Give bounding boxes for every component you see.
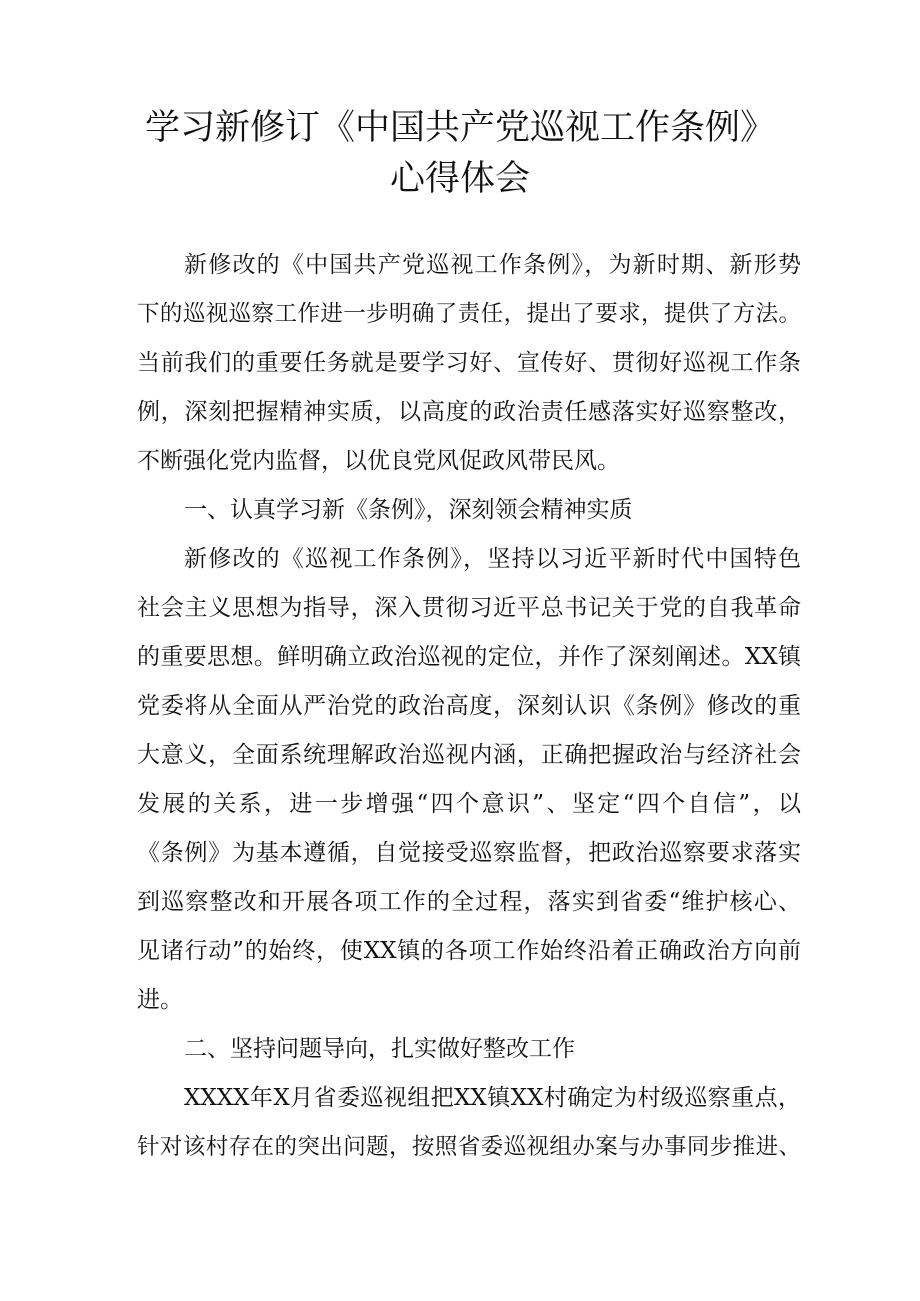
section-1-line: 大意义，全面系统理解政治巡视内涵，正确把握政治与经济社会 [137,742,801,768]
section-2-line: XXXX年X月省委巡视组把XX镇XX村确定为村级巡察重点， [184,1085,801,1111]
section-1-line: 新修改的《巡视工作条例》，坚持以习近平新时代中国特色 [184,546,801,572]
intro-line: 当前我们的重要任务就是要学习好、宣传好、贯彻好巡视工作条 [137,350,801,376]
document-title-line-2: 心得体会 [389,159,530,199]
document-title-line-1: 学习新修订《中国共产党巡视工作条例》 [144,108,775,148]
intro-line: 下的巡视巡察工作进一步明确了责任，提出了要求，提供了方法。 [137,301,801,327]
intro-line: 例，深刻把握精神实质，以高度的政治责任感落实好巡察整改， [137,399,801,425]
section-2-heading: 二、坚持问题导向，扎实做好整改工作 [184,1036,575,1062]
section-1-line: 《条例》为基本遵循，自觉接受巡察监督，把政治巡察要求落实 [137,840,801,866]
section-2-line: 针对该村存在的突出问题，按照省委巡视组办案与办事同步推进、 [137,1134,801,1160]
section-1-line: 党委将从全面从严治党的政治高度，深刻认识《条例》修改的重 [137,693,801,719]
section-1-line: 见诸行动”的始终，使XX镇的各项工作始终沿着正确政治方向前 [137,938,801,964]
section-1-line: 到巡察整改和开展各项工作的全过程，落实到省委“维护核心、 [137,889,801,915]
section-1-line: 社会主义思想为指导，深入贯彻习近平总书记关于党的自我革命 [137,595,801,621]
intro-line: 不断强化党内监督，以优良党风促政风带民风。 [137,448,620,474]
section-1-line: 的重要思想。鲜明确立政治巡视的定位，并作了深刻阐述。XX镇 [137,644,801,670]
section-1-line: 发展的关系，进一步增强“四个意识”、坚定“四个自信”，以 [137,791,801,817]
section-1-line: 进。 [137,987,183,1013]
section-1-heading: 一、认真学习新《条例》，深刻领会精神实质 [184,497,633,523]
intro-line: 新修改的《中国共产党巡视工作条例》，为新时期、新形势 [184,252,801,278]
